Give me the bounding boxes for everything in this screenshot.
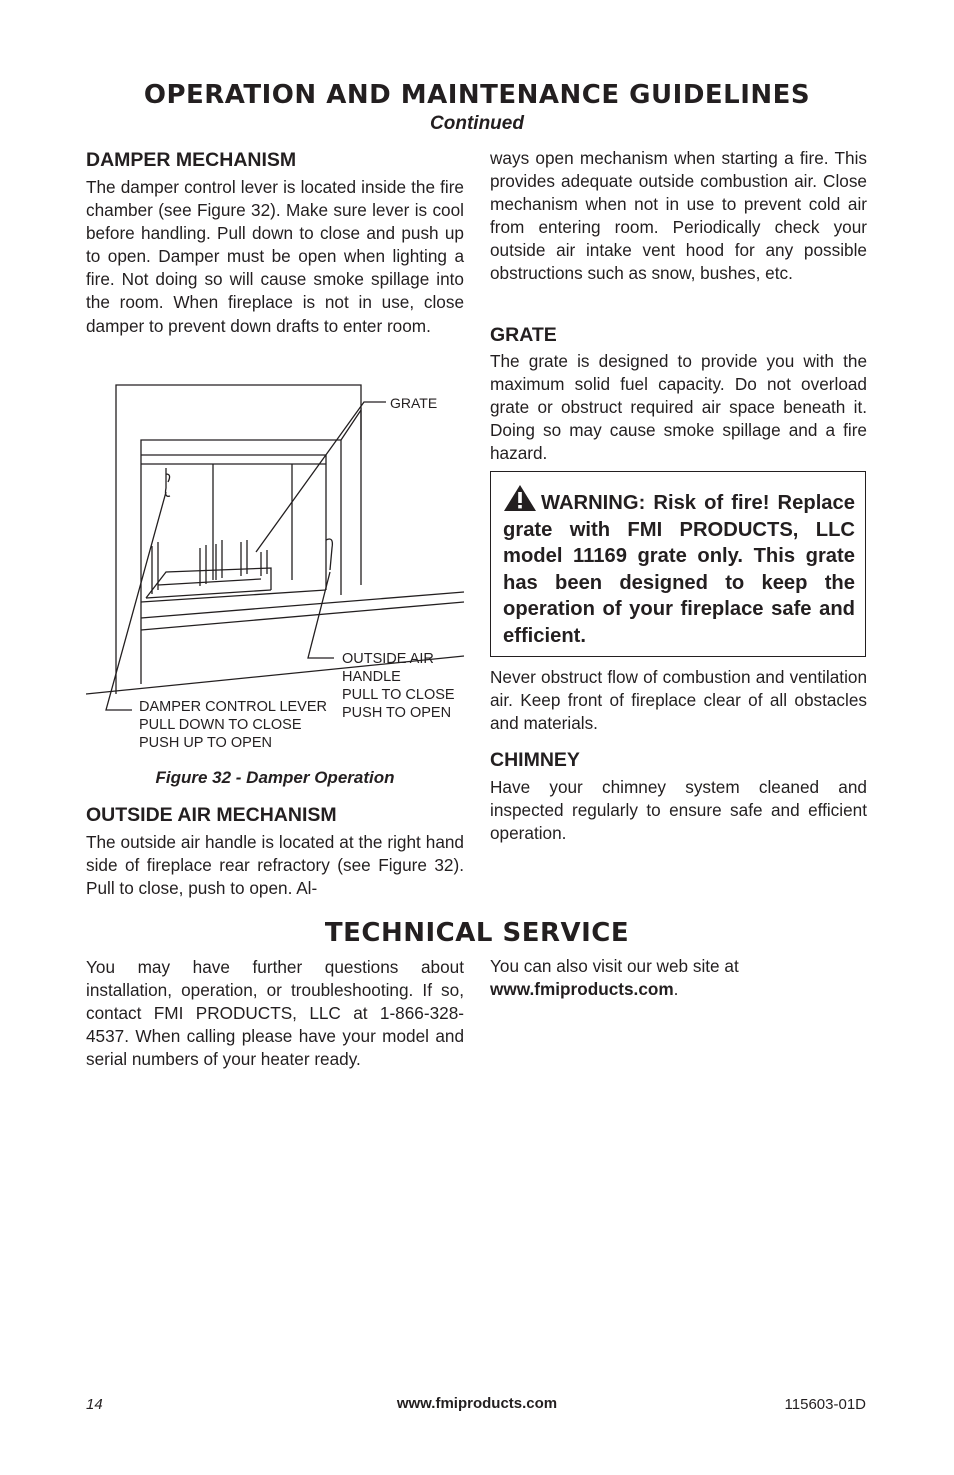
grate-leader-line — [256, 402, 386, 552]
damper-label-line-2: PULL DOWN TO CLOSE — [139, 717, 302, 733]
air-handle-label — [342, 650, 455, 722]
page-subtitle: Continued — [430, 113, 524, 134]
chimney-heading: CHIMNEY — [490, 749, 580, 771]
technical-service-heading: TECHNICAL SERVICE — [324, 918, 630, 948]
air-label-line-4: PUSH TO OPEN — [342, 705, 452, 721]
figure-caption: Figure 32 - Damper Operation — [155, 768, 395, 787]
grate-body: The grate is designed to provide you with the maximum solid fuel capacity. Do not overload grate or obstruct required air space beneath it. Doing so may cause smoke spillage and a fire hazard. — [490, 351, 867, 464]
damper-body: The damper control lever is located inside the fire chamber (see Figure 32). Make sure lever is cool before handling. Pull down to close and push up to open. Damper must be open when lighting a fire. Not doing so will cause smoke spillage into the room. When fireplace is not in use, close damper to prevent down drafts to enter room. — [86, 177, 464, 336]
web-intro: You can also visit our web site at — [490, 956, 739, 976]
warning-box — [490, 471, 866, 657]
chimney-body: Have your chimney system cleaned and inspected regularly to ensure safe and efficient operation. — [490, 777, 867, 844]
page-number: 14 — [86, 1396, 103, 1413]
damper-heading: DAMPER MECHANISM — [86, 149, 297, 171]
air-label-line-1: OUTSIDE AIR — [342, 651, 434, 667]
warning-triangle-icon — [503, 484, 537, 512]
web-paragraph — [490, 955, 867, 1001]
web-link[interactable]: www.fmiproducts.com — [490, 979, 674, 1000]
damper-label-line-3: PUSH UP TO OPEN — [139, 735, 272, 751]
air-label-line-3: PULL TO CLOSE — [342, 687, 455, 703]
footer-url[interactable]: www.fmiproducts.com — [396, 1395, 558, 1412]
warning-paragraph — [503, 484, 855, 650]
technical-body: You may have further questions about installation, operation, or troubleshooting. If so, contact FMI PRODUCTS, LLC at 1-866-328-4537. When calling please have your model and serial numbers of your heater ready. — [86, 957, 464, 1070]
label-grate: GRATE — [390, 395, 438, 411]
damper-lever-label — [139, 698, 327, 752]
web-period: . — [673, 979, 679, 1000]
air-label-line-2: HANDLE — [342, 669, 401, 685]
damper-label-line-1: DAMPER CONTROL LEVER — [139, 699, 327, 715]
document-number: 115603-01D — [784, 1396, 866, 1413]
ventilation-body: Never obstruct flow of combustion and ventilation air. Keep front of fireplace clear of all obstacles and materials. — [490, 667, 867, 734]
page-title: OPERATION AND MAINTENANCE GUIDELINES — [143, 80, 811, 110]
outside-air-heading: OUTSIDE AIR MECHANISM — [86, 804, 337, 826]
grate-heading: GRATE — [490, 324, 557, 346]
warning-text: WARNING: Risk of fire! Replace grate with FMI PRODUCTS, LLC model 11169 grate only. This grate has been designed to keep the operation of your fireplace safe and efficient. — [503, 492, 855, 647]
outside-air-body-cont: ways open mechanism when starting a fire. This provides adequate outside combustion air. Close mechanism when not in use to prevent cold air from entering room. Periodically check your outside air intake vent hood for any possible obstructions such as snow, bushes, etc. — [490, 148, 867, 284]
outside-air-body: The outside air handle is located at the right hand side of fireplace rear refractory (see Figure 32). Pull to close, push to open. Al- — [86, 832, 464, 899]
